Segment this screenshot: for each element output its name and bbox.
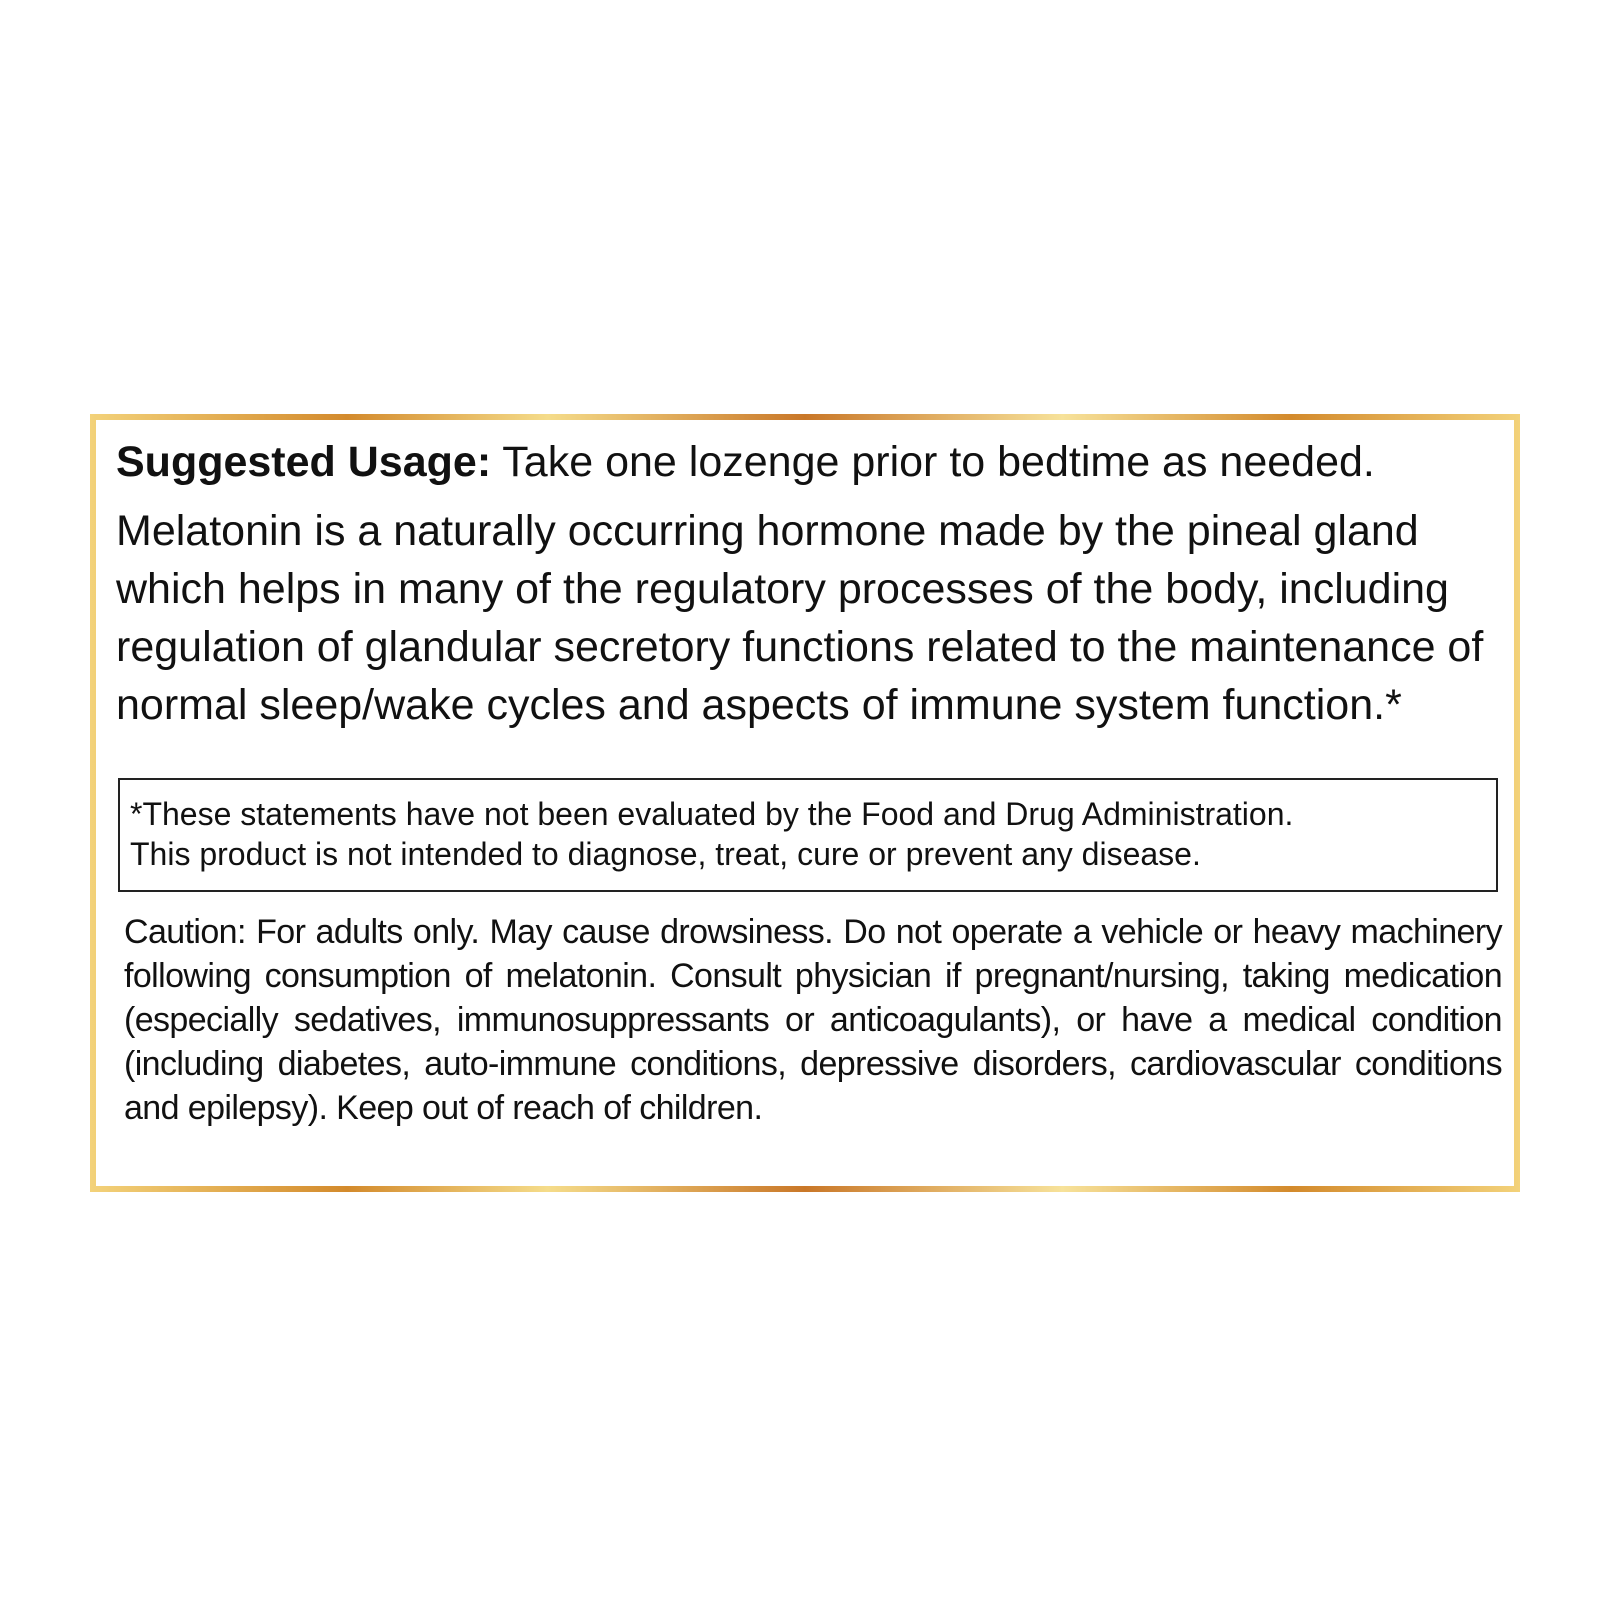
fda-disclaimer-box [118,778,1498,892]
label-panel [96,420,1514,1186]
suggested-usage [116,434,1494,490]
label-gold-frame [90,414,1520,1192]
suggested-usage-heading: Suggested Usage: [116,438,492,486]
fda-disclaimer-line-2: This product is not intended to diagnose, treat, cure or prevent any disease. [130,836,1201,872]
fda-disclaimer-line-1: *These statements have not been evaluated by the Food and Drug Administration. [130,796,1294,832]
melatonin-description: Melatonin is a naturally occurring hormone made by the pineal gland which helps in many of the regulatory processes of the body, including regulation of glandular secretory functions related to the maintenance of normal sleep/wake cycles and aspects of immune system function.* [116,507,1484,729]
caution-warning: Caution: For adults only. May cause drowsiness. Do not operate a vehicle or heavy machinery following consumption of melatonin. Consult physician if pregnant/nursing, taking medication (especially sedatives, immunosuppressants or anticoagulants), or have a medical condition (including diabetes, auto-immune conditions, depressive disorders, cardiovascular conditions and epilepsy). Keep out of reach of children. [124,913,1502,1127]
suggested-usage-text: Take one lozenge prior to bedtime as needed. [491,438,1375,486]
